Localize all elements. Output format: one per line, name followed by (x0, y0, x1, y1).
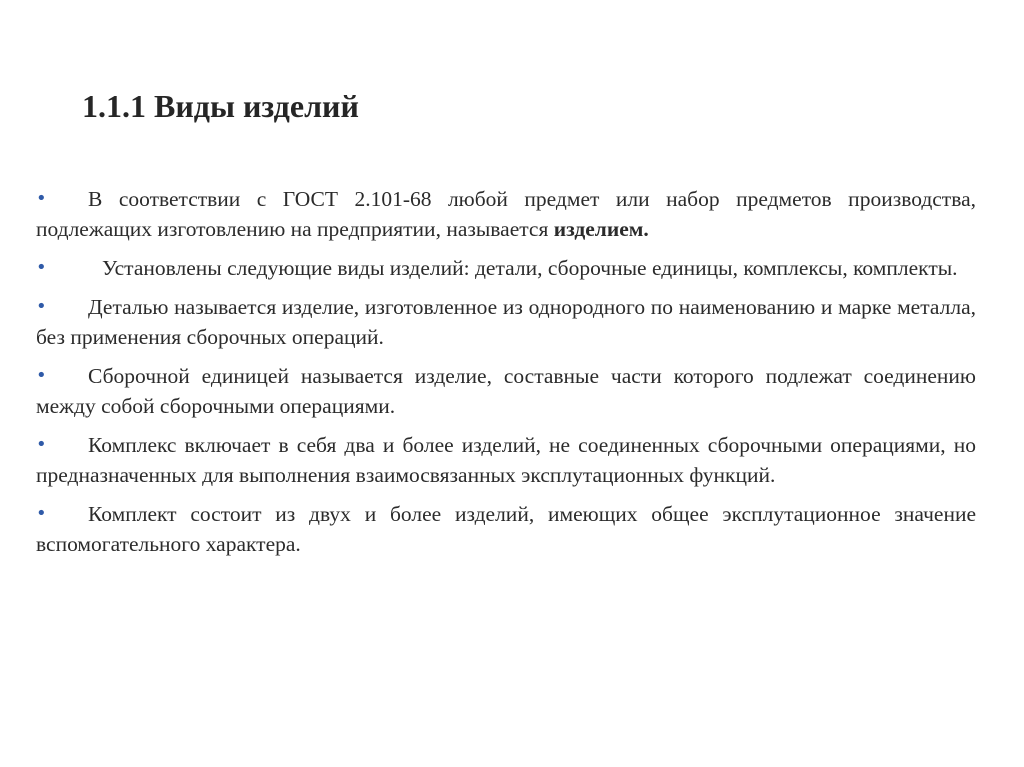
bullet-list (36, 184, 976, 568)
bullet-text-part: Комплекс включает в себя два и более изделий, не соединенных сборочными операциями, но предназначенных для выполнения взаимосвязанных эксплутационных функций. (36, 433, 976, 487)
bullet-item-kit (36, 499, 976, 559)
bullet-text-part: В соответствии с ГОСТ 2.101-68 любой предмет или набор предметов производства, подлежащих изготовлению на предприятии, называется (36, 187, 976, 241)
bullet-dot-icon: • (36, 257, 47, 278)
bullet-text-part: Сборочной единицей называется изделие, составные части которого подлежат соединению между собой сборочными операциями. (36, 364, 976, 418)
bullet-text-part: Установлены следующие виды изделий: детали, сборочные единицы, комплексы, комплекты. (102, 256, 958, 280)
bullet-item-types (36, 253, 976, 283)
bullet-dot-icon: • (36, 365, 47, 386)
bullet-item-gost (36, 184, 976, 244)
bullet-text-bold: изделием. (553, 217, 649, 241)
bullet-dot-icon: • (36, 434, 47, 455)
bullet-dot-icon: • (36, 188, 47, 209)
bullet-text (36, 292, 976, 352)
bullet-item-complex (36, 430, 976, 490)
bullet-text (36, 184, 976, 244)
bullet-text (36, 253, 976, 283)
bullet-text (36, 430, 976, 490)
bullet-text-part: Комплект состоит из двух и более изделий, имеющих общее эксплутационное значение вспомогательного характера. (36, 502, 976, 556)
bullet-text-part: Деталью называется изделие, изготовленное из однородного по наименованию и марке металла, без применения сборочных операций. (36, 295, 976, 349)
bullet-dot-icon: • (36, 296, 47, 317)
bullet-item-detail (36, 292, 976, 352)
bullet-text (36, 361, 976, 421)
bullet-item-assembly (36, 361, 976, 421)
bullet-text (36, 499, 976, 559)
bullet-dot-icon: • (36, 503, 47, 524)
slide-title: 1.1.1 Виды изделий (82, 88, 359, 124)
